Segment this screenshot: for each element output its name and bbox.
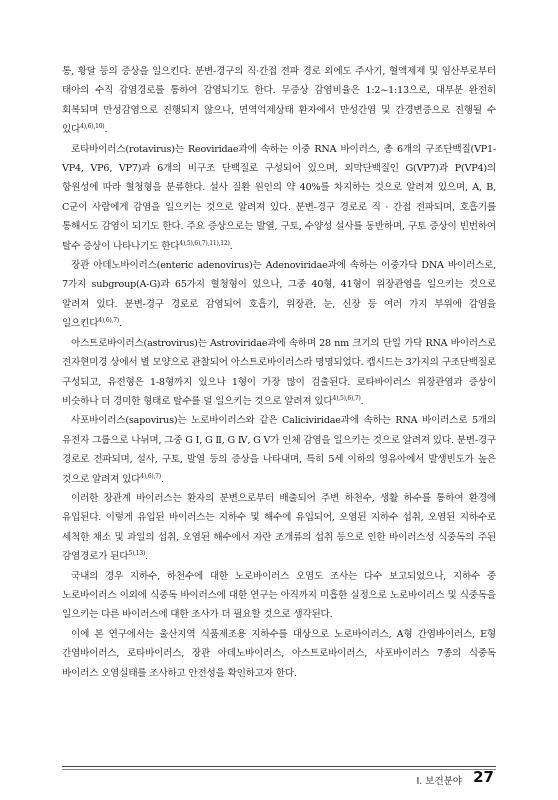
page-number: 27 xyxy=(473,768,494,786)
paragraph-enteric-adenovirus: 장관 아데노바이러스(enteric adenovirus)는 Adenoviridae과에 속하는 이중가닥 DNA 바이러스로, 7가지 subgroup(A-G)과 65가지 혈청형이 있으나, 그중 40형, 41형이 위장관염을 일으키는 것으로 알려져 있다. 분변-경구 경로로 감염되어 호흡기, 위장관, 눈, 신장 등 여러 가지 부위에 감염을 일으킨다$^{4),6),7)}$. xyxy=(62,260,496,330)
page-footer xyxy=(62,766,496,792)
paragraph-hev-transmission: 통, 황달 등의 증상을 일으킨다. 분변-경구의 직·간접 전파 경로 외에도 주사기, 혈액제제 및 임산부로부터 태아의 수직 감염경로를 통하여 감염되기도 한다. 무증상 감염비율은 1:2~1:13으로, 대부분 완전히 회복되며 만성감염으로 진행되지 않으나, 면역억제상태 환자에서 만성간염 및 간경변증으로 진행될 수 있다$^{4),6),10)}$. xyxy=(62,66,496,136)
paragraph-domestic-studies: 국내의 경우 지하수, 하천수에 대한 노로바이러스 오염도 조사는 다수 보고되었으나, 지하수 중 노로바이러스 이외에 식중독 바이러스에 대한 연구는 아직까지 미흡한 실정으로 노로바이러스 및 식중독을 일으키는 다른 바이러스에 대한 조사가 더 필요할 것으로 생각된다. xyxy=(62,570,496,621)
reference-superscript: 4),6),10) xyxy=(80,123,105,131)
reference-superscript: 4),6),7) xyxy=(140,472,161,480)
article-body xyxy=(62,62,496,683)
paragraph-sapovirus: 사포바이러스(sapovirus)는 노로바이러스와 같은 Caliciviridae과에 속하는 RNA 바이러스로 5개의 유전자 그룹으로 나뉘며, 그중 G Ⅰ, G Ⅱ, G Ⅳ, G Ⅴ가 인체 감염을 일으키는 것으로 알려져 있다. 분변-경구 경로로 전파되며, 설사, 구토, 발열 등의 증상을 나타내며, 특히 5세 이하의 영유아에서 발생빈도가 높은 것으로 알려져 있다$^{4),6),7)}$. xyxy=(62,415,496,485)
paragraph-transmission-routes: 이러한 장관계 바이러스는 환자의 분변으로부터 배출되어 주변 하천수, 생활 하수를 통하여 환경에 유입된다. 이렇게 유입된 바이러스는 지하수 및 해수에 유입되어, 오염된 지하수 섭취, 오염된 지하수로 세척한 채소 및 과일의 섭취, 오염된 해수에서 자란 조개류의 섭취 등으로 인한 바이러스성 식중독의 주된 감염경로가 된다$^{5),13)}$. xyxy=(62,492,496,563)
footer-rule xyxy=(62,766,496,767)
footer-section-title: Ⅰ. 보건분야 xyxy=(416,776,462,787)
reference-superscript: 4),6),7) xyxy=(98,317,119,325)
reference-superscript: 5),13) xyxy=(128,549,146,557)
reference-superscript: 4),5),6),7) xyxy=(332,394,361,402)
paragraph-rotavirus: 로타바이러스(rotavirus)는 Reoviridae과에 속하는 이중 RNA 바이러스, 총 6개의 구조단백질(VP1-VP4, VP6, VP7)과 6개의 비구조 단백질로 구성되어 있으며, 외막단백질인 G(VP7)과 P(VP4)의 항원성에 따라 혈청형을 분류한다. 설사 질환 원인의 약 40%를 차지하는 것으로 알려져 있으며, A, B, C군이 사람에게 감염을 일으키는 것으로 알려져 있다. 분변-경구 경로로 직 · 간접 전파되며, 호흡기를 통해서도 감염이 되기도 한다. 주요 증상으로는 발열, 구토, 수양성 설사를 동반하며, 구토 증상이 빈번하여 탈수 증상이 나타나기도 한다$^{4),5),6),7),11),12)}$. xyxy=(62,143,496,252)
reference-superscript: 4),5),6),7),11),12) xyxy=(179,239,230,247)
paragraph-astrovirus: 아스트로바이러스(astrovirus)는 Astroviridae과에 속하며 28 nm 크기의 단일 가닥 RNA 바이러스로 전자현미경 상에서 별 모양으로 관찰되어 아스트로바이러스라 명명되었다. 캡시드는 3가지의 구조단백질로 구성되고, 유전형은 1-8형까지 있으나 1형이 가장 많이 검출된다. 로타바이러스 위장관염과 증상이 비슷하나 더 경미한 형태로 탈수를 덜 일으키는 것으로 알려져 있다$^{4),5),6),7)}$. xyxy=(62,337,496,407)
paragraph-study-objective: 이에 본 연구에서는 울산지역 식품제조용 지하수를 대상으로 노로바이러스, A형 간염바이러스, E형 간염바이러스, 로타바이러스, 장관 아데노바이러스, 아스트로바이러스, 사포바이러스 7종의 식중독 바이러스 오염실태를 조사하고 안전성을 확인하고자 한다. xyxy=(62,628,496,679)
footer-rule-thin xyxy=(62,769,496,770)
